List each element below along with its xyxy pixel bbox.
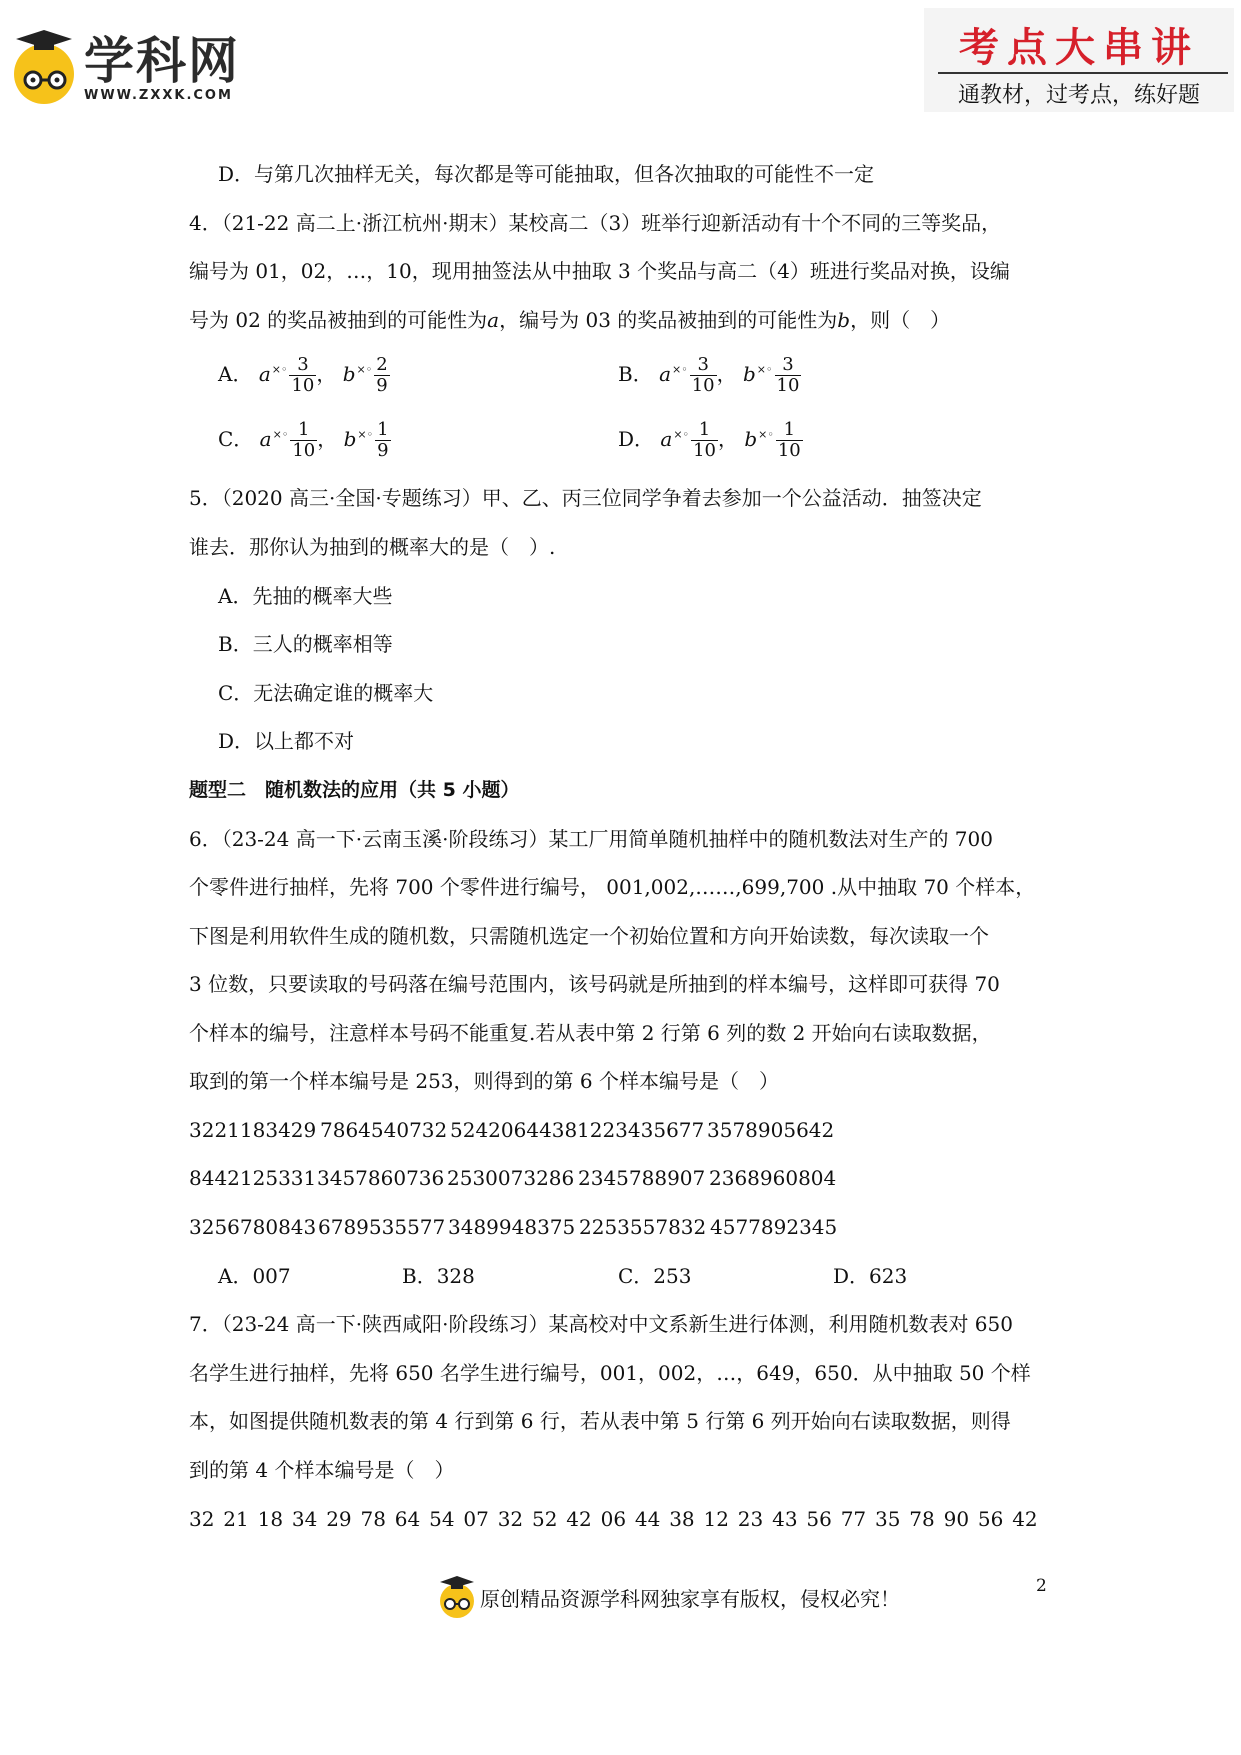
var-a: a <box>487 308 500 332</box>
brand-subtitle: 通教材，过考点，练好题 <box>957 83 1200 108</box>
table-cell: 21 <box>223 1507 249 1531</box>
denominator: 10 <box>691 375 715 396</box>
numerator: 3 <box>289 355 316 376</box>
numerator: 1 <box>290 420 317 441</box>
var-a: a <box>660 427 673 451</box>
q6-line-3: 下图是利用软件生成的随机数，只需随机选定一个初始位置和方向开始读数，每次读取一个 <box>189 924 989 948</box>
table-cell: 07 <box>463 1507 489 1531</box>
table-cell: 42 <box>566 1507 592 1531</box>
numerator: 3 <box>690 355 717 376</box>
fraction <box>691 420 718 461</box>
table-cell: 3578905642 <box>707 1118 835 1142</box>
table-cell: 3457860736 <box>317 1166 445 1190</box>
q6-line-4: 3 位数，只要读取的号码落在编号范围内，该号码就是所抽到的样本编号，这样即可获得 70 <box>189 972 1000 996</box>
numerator: 1 <box>377 419 389 440</box>
zxxk-logo <box>14 30 244 110</box>
equals-mark: ×◦ <box>672 363 688 376</box>
logo-title: 学科网 <box>84 32 240 90</box>
q6-option-c: C．253 <box>618 1264 692 1288</box>
comma: ， <box>316 362 337 386</box>
equals-mark: ×◦ <box>272 428 289 441</box>
table-cell: 2368960804 <box>709 1166 837 1190</box>
table-cell: 2253557832 <box>579 1215 707 1239</box>
q4-option-a <box>218 355 390 396</box>
table-cell: 32 <box>189 1507 215 1531</box>
q5-line-2: 谁去．那你认为抽到的概率大的是（ ）. <box>189 535 556 559</box>
table-cell: 78 <box>909 1507 935 1531</box>
table-cell: 23 <box>737 1507 764 1531</box>
table-cell: 18 <box>257 1507 284 1531</box>
q4-line-3a: 号为 02 的奖品被抽到的可能性为 <box>189 308 488 332</box>
table-cell: 90 <box>943 1507 970 1531</box>
table-cell: 35 <box>875 1507 901 1531</box>
numerator: 3 <box>775 355 802 376</box>
q6-line-1: 6．（23-24 高一下·云南玉溪·阶段练习）某工厂用简单随机抽样中的随机数法对生产的 700 <box>189 827 993 851</box>
table-cell: 38 <box>669 1507 695 1531</box>
page-number: 2 <box>1036 1576 1047 1596</box>
q7-line-4: 到的第 4 个样本编号是（ ） <box>189 1458 455 1482</box>
comma: ， <box>317 427 338 451</box>
var-b: b <box>742 362 756 386</box>
equals-mark: ×◦ <box>356 363 373 376</box>
table-cell: 64 <box>394 1507 421 1531</box>
option-label: C． <box>218 427 254 451</box>
denominator: 10 <box>693 440 716 461</box>
q4-option-b <box>618 355 801 396</box>
table-cell: 5242064438 <box>450 1118 578 1142</box>
q6-option-a: A．007 <box>218 1264 291 1288</box>
fraction <box>775 355 802 396</box>
comma: ， <box>716 362 737 386</box>
table-cell: 56 <box>977 1507 1004 1531</box>
table-cell: 3221183429 <box>189 1118 317 1142</box>
q5-option-d: D．以上都不对 <box>218 729 355 753</box>
table-cell: 06 <box>600 1507 627 1531</box>
table-cell: 4577892345 <box>710 1215 838 1239</box>
fraction <box>776 420 803 461</box>
q4-option-d <box>618 420 803 461</box>
table-cell: 3256780843 <box>189 1215 317 1239</box>
q4-line-1: 4．（21-22 高二上·浙江杭州·期末）某校高二（3）班举行迎新活动有十个不同的三等奖品， <box>189 211 1002 235</box>
equals-mark: ×◦ <box>758 428 774 441</box>
q7-line-3: 本，如图提供随机数表的第 4 行到第 6 行，若从表中第 5 行第 6 列开始向右读取数据，则得 <box>189 1409 1011 1433</box>
option-label: B． <box>618 362 653 386</box>
table-cell: 32 <box>497 1507 524 1531</box>
var-b: b <box>744 427 758 451</box>
q3-option-d: D．与第几次抽样无关，每次都是等可能抽取，但各次抽取的可能性不一定 <box>218 162 875 186</box>
q6-line-2: 个零件进行抽样，先将 700 个零件进行编号， 001,002,……,699,700 .从中抽取 70 个样本， <box>189 875 1036 899</box>
table-cell: 2345788907 <box>578 1166 706 1190</box>
denominator: 10 <box>292 440 316 461</box>
brand-title: 考点大串讲 <box>959 24 1199 71</box>
comma: ， <box>717 427 738 451</box>
table-cell: 56 <box>806 1507 832 1531</box>
q6-line-6: 取到的第一个样本编号是 253，则得到的第 6 个样本编号是（ ） <box>189 1069 779 1093</box>
table-cell: 3489948375 <box>448 1215 576 1239</box>
numerator: 1 <box>691 420 718 441</box>
option-label: D． <box>618 427 655 451</box>
denominator: 9 <box>377 440 389 461</box>
table-cell: 42 <box>1012 1507 1038 1531</box>
numerator: 2 <box>376 354 388 375</box>
table-cell: 43 <box>772 1507 798 1531</box>
numerator: 1 <box>776 420 803 441</box>
table-cell: 8442125331 <box>189 1166 317 1190</box>
table-cell: 29 <box>326 1507 352 1531</box>
table-cell: 6789535577 <box>318 1215 446 1239</box>
q7-line-1: 7．（23-24 高一下·陕西咸阳·阶段练习）某高校对中文系新生进行体测，利用随机数表对 650 <box>189 1312 1013 1336</box>
footer-mascot-icon <box>438 1576 476 1618</box>
var-a: a <box>258 362 271 386</box>
var-b: b <box>343 427 357 451</box>
table-cell: 78 <box>360 1507 386 1531</box>
table-cell: 44 <box>634 1507 661 1531</box>
var-a: a <box>659 362 671 386</box>
option-label: A． <box>218 362 253 386</box>
equals-mark: ×◦ <box>756 363 773 376</box>
var-a: a <box>259 427 272 451</box>
equals-mark: ×◦ <box>673 428 690 441</box>
q4-option-c <box>218 420 391 461</box>
q4-line-3c: ，则（ ） <box>850 308 951 332</box>
logo-url: WWW.ZXXK.COM <box>84 88 233 103</box>
section-title: 题型二 随机数法的应用（共 5 小题） <box>189 779 520 801</box>
denominator: 9 <box>376 375 388 396</box>
q4-line-2: 编号为 01，02，…，10，现用抽签法从中抽取 3 个奖品与高二（4）班进行奖品对换，设编 <box>189 259 1010 283</box>
q6-option-b: B．328 <box>402 1264 475 1288</box>
fraction <box>375 420 390 461</box>
fraction <box>690 355 717 396</box>
q5-option-b: B．三人的概率相等 <box>218 632 393 656</box>
table-cell: 52 <box>532 1507 558 1531</box>
table-cell: 12 <box>703 1507 729 1531</box>
graduation-cap-icon <box>440 1576 474 1590</box>
copyright-notice: 原创精品资源学科网独家享有版权，侵权必究！ <box>480 1587 900 1611</box>
q7-table-row <box>189 1505 1049 1533</box>
brand-banner <box>924 8 1234 112</box>
denominator: 10 <box>776 375 800 396</box>
denominator: 10 <box>291 375 315 396</box>
var-b: b <box>837 308 851 332</box>
fraction <box>289 355 316 396</box>
q4-line-3b: ，编号为 03 的奖品被抽到的可能性为 <box>499 308 838 332</box>
q6-option-d: D．623 <box>833 1264 908 1288</box>
brand-divider <box>938 72 1228 74</box>
glasses-icon <box>442 1598 472 1610</box>
table-cell: 2530073286 <box>447 1166 575 1190</box>
table-cell: 7864540732 <box>320 1118 448 1142</box>
q5-line-1: 5．（2020 高三·全国·专题练习）甲、乙、丙三位同学争着去参加一个公益活动．抽签决定 <box>189 486 982 510</box>
q5-option-c: C．无法确定谁的概率大 <box>218 681 434 705</box>
q6-line-5: 个样本的编号，注意样本号码不能重复.若从表中第 2 行第 6 列的数 2 开始向右读取数据， <box>189 1021 992 1045</box>
equals-mark: ×◦ <box>271 363 288 376</box>
fraction <box>290 420 317 461</box>
denominator: 10 <box>777 440 801 461</box>
q5-option-a: A．先抽的概率大些 <box>218 584 393 608</box>
table-cell: 77 <box>840 1507 867 1531</box>
q7-line-2: 名学生进行抽样，先将 650 名学生进行编号，001，002，…，649，650．从中抽取 50 个样 <box>189 1361 1031 1385</box>
graduation-cap-icon <box>16 30 72 52</box>
q4-line-3 <box>189 306 950 334</box>
table-cell: 34 <box>291 1507 318 1531</box>
table-cell: 54 <box>429 1507 455 1531</box>
fraction <box>374 355 389 396</box>
glasses-icon <box>20 70 70 90</box>
equals-mark: ×◦ <box>357 428 374 441</box>
var-b: b <box>342 362 356 386</box>
table-cell: 1223435677 <box>577 1118 705 1142</box>
